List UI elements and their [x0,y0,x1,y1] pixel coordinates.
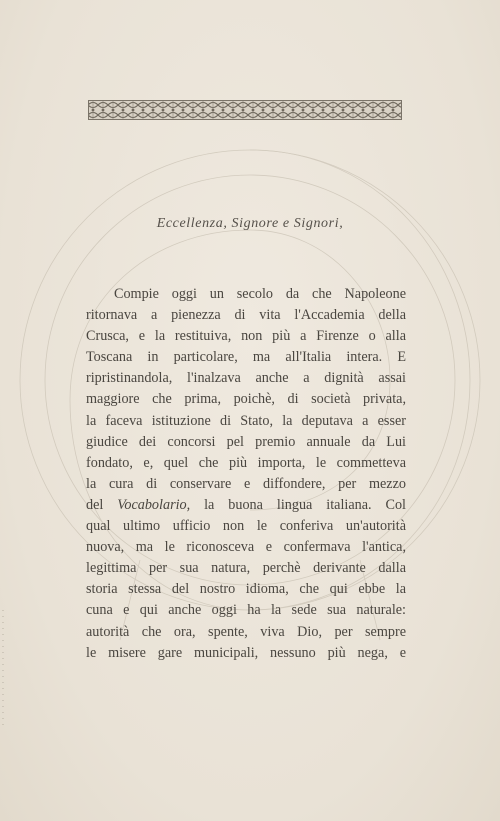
body-paragraph [86,284,406,664]
salutation-heading: Eccellenza, Signore e Signori, [156,216,344,231]
text-line [86,495,406,516]
text-line: la faceva istituzione di Stato, la deputava a esser [86,412,406,429]
text-line: ripristinandola, l'inalzava anche a dignità assai [86,370,406,387]
text-line: Toscana in particolare, ma all'Italia intera. E [86,349,406,366]
text-line: ritornava a pienezza di vita l'Accademia della [86,307,406,324]
text-line: Crusca, e la restituiva, non più a Firenze o alla [86,328,406,345]
text-line: storia stessa del nostro idioma, che qui ebbe la [86,581,406,598]
text-fragment: la buona lingua italiana. Col [190,496,406,513]
binding-edge-marks [2,610,4,730]
decorative-header-band [88,100,402,120]
text-line: la cura di conservare e diffondere, per mezzo [86,475,406,492]
text-fragment: del [86,496,118,513]
text-line: autorità che ora, spente, viva Dio, per sempre [86,623,406,640]
text-line: legittima per sua natura, perchè derivante dalla [86,560,406,577]
text-line: fondato, e, quel che più importa, le commetteva [86,454,406,471]
text-line: nuova, ma le riconosceva e confermava l'antica, [86,539,406,556]
text-line: cuna e qui anche oggi ha la sede sua naturale: [86,602,406,619]
text-line: Compie oggi un secolo da che Napoleone [114,286,406,302]
italic-word-vocabolario: Vocabolario, [117,496,191,513]
text-line: qual ultimo ufficio non le conferiva un'autorità [86,518,406,535]
text-line: giudice dei concorsi pel premio annuale da Lui [86,433,406,450]
text-line: le misere gare municipali, nessuno più nega, e [86,644,406,661]
text-line: maggiore che prima, poichè, di società privata, [86,391,406,408]
